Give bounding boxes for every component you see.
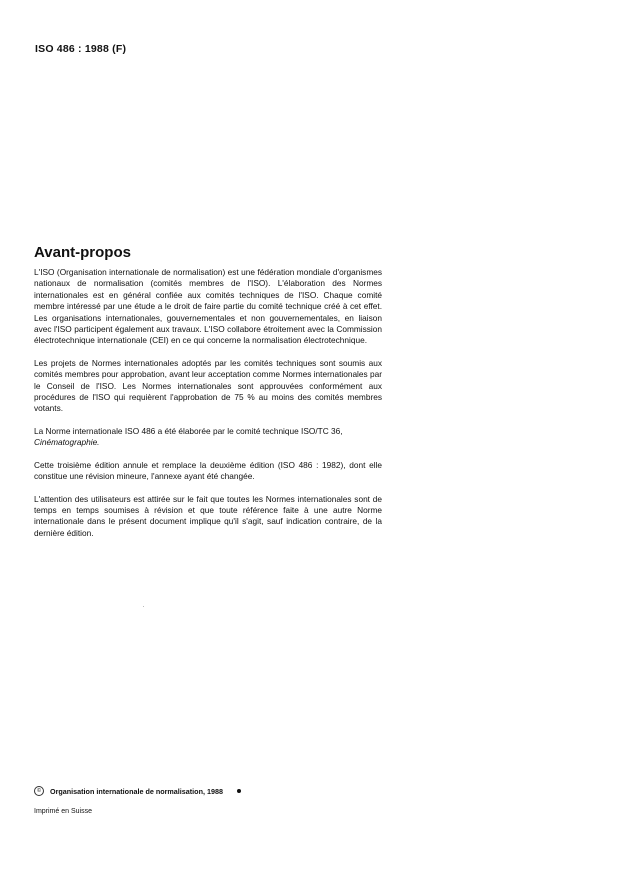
document-id: ISO 486 : 1988 (F)	[35, 43, 127, 55]
copyright-line	[34, 786, 241, 796]
paragraph-edition-note: Cette troisième édition annule et remplace la deuxième édition (ISO 486 : 1982), dont elle constitue une révision mineure, l'annexe ayant été changée.	[34, 459, 382, 482]
printed-in: Imprimé en Suisse	[34, 808, 92, 815]
technical-committee-text: La Norme internationale ISO 486 a été élaborée par le comité technique ISO/TC 36,	[34, 425, 343, 436]
committee-subject: Cinématographie.	[34, 437, 100, 448]
copyright-text: Organisation internationale de normalisation, 1988	[50, 786, 223, 796]
foreword-body	[34, 267, 382, 550]
bullet-icon	[237, 789, 241, 793]
copyright-icon: ©	[34, 786, 44, 796]
paragraph-technical-committee	[34, 426, 382, 449]
paragraph-revision-notice: L'attention des utilisateurs est attirée sur le fait que toutes les Normes internationales sont de temps en temps soumises à révision et que toute référence faite à une autre Norme internationale dans le présent document implique qu'il s'agit, sauf indication contraire, de la dernière édition.	[34, 493, 382, 538]
paragraph-iso-organisation: L'ISO (Organisation internationale de normalisation) est une fédération mondiale d'organismes nationaux de normalisation (comités membres de l'ISO). L'élaboration des Normes internationales est en général confiée aux comités techniques de l'ISO. Chaque comité membre intéressé par une étude a le droit de faire partie du comité technique créé à cet effet. Les organisations internationales, gouvernementales et non gouvernementales, en liaison avec l'ISO participent également aux travaux. L'ISO collabore étroitement avec la Commission électrotechnique internationale (CEI) en ce qui concerne la normalisation électrotechnique.	[34, 267, 382, 346]
scan-speck	[143, 606, 144, 607]
paragraph-approval-process: Les projets de Normes internationales adoptés par les comités techniques sont soumis aux comités membres pour approbation, avant leur acceptation comme Normes internationales par le Conseil de l'ISO. Les Normes internationales sont approuvées conformément aux procédures de l'ISO qui requièrent l'approbation de 75 % au moins des comités membres votants.	[34, 357, 382, 414]
section-title: Avant-propos	[34, 244, 131, 261]
